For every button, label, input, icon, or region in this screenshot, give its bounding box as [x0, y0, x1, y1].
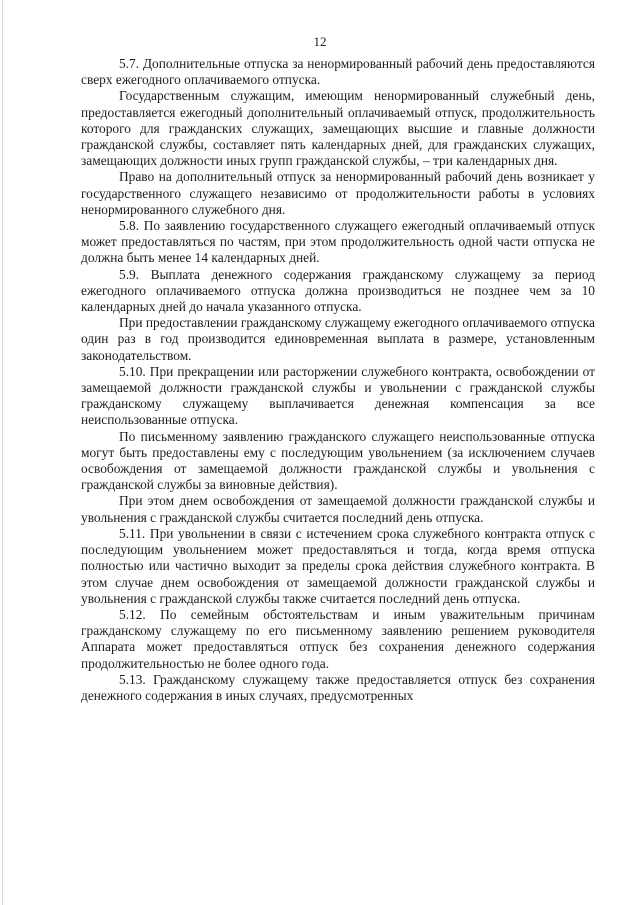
page-number: 12	[313, 34, 327, 49]
paragraph-5-13: 5.13. Гражданскому служащему также предоставляется отпуск без сохранения денежного содержания в иных случаях, предусмотренных	[81, 671, 595, 703]
paragraph-5-11: 5.11. При увольнении в связи с истечением срока служебного контракта отпуск с последующим увольнением может предоставляться и тогда, когда время отпуска полностью или частично выходит за пределы срока действия служебного контракта. В этом случае днем освобождения от замещаемой должности гражданской службы и увольнения с гражданской службы также считается последний день отпуска.	[81, 525, 595, 606]
paragraph-5-10-release-day: При этом днем освобождения от замещаемой должности гражданской службы и увольнения с гражданской службы считается последний день отпуска.	[81, 493, 595, 525]
paragraph-5-7-service-day: Государственным служащим, имеющим ненормированный служебный день, предоставляется ежегодный дополнительный оплачиваемый отпуск, продолжительность которого для гражданских служащих, замещающих высшие и главные должности гражданской службы, составляет пять календарных дней, для гражданских служащих, замещающих должности иных групп гражданской службы, – три календарных дня.	[81, 88, 595, 169]
paragraph-5-9-payment: При предоставлении гражданскому служащему ежегодного оплачиваемого отпуска один раз в год производится единовременная выплата в размере, установленным законодательством.	[81, 315, 595, 363]
paragraph-5-10-request: По письменному заявлению гражданского служащего неиспользованные отпуска могут быть предоставлены ему с последующим увольнением (за исключением случаев освобождения от замещаемой должности гражданской службы и увольнения с гражданской службы за виновные действия).	[81, 428, 595, 493]
paragraph-5-8: 5.8. По заявлению государственного служащего ежегодный оплачиваемый отпуск может предоставляться по частям, при этом продолжительность одной части отпуска не должна быть менее 14 календарных дней.	[81, 218, 595, 266]
scan-edge-line	[2, 0, 3, 905]
paragraph-5-10: 5.10. При прекращении или расторжении служебного контракта, освобождении от замещаемой должности гражданской службы и увольнении с гражданской службы гражданскому служащему выплачивается денежная компенсация за все неиспользованные отпуска.	[81, 363, 595, 428]
paragraph-5-7: 5.7. Дополнительные отпуска за ненормированный рабочий день предоставляются сверх ежегодного оплачиваемого отпуска.	[81, 56, 595, 88]
paragraph-5-12: 5.12. По семейным обстоятельствам и иным уважительным причинам гражданскому служащему по его письменному заявлению решением руководителя Аппарата может предоставляться отпуск без сохранения денежного содержания продолжительностью не более одного года.	[81, 606, 595, 671]
paragraph-5-9: 5.9. Выплата денежного содержания гражданскому служащему за период ежегодного оплачиваемого отпуска должна производиться не позднее чем за 10 календарных дней до начала указанного отпуска.	[81, 266, 595, 315]
document-body	[81, 56, 595, 704]
paragraph-5-7-right: Право на дополнительный отпуск за ненормированный рабочий день возникает у государственного служащего независимо от продолжительности работы в условиях ненормированного служебного дня.	[81, 169, 595, 217]
